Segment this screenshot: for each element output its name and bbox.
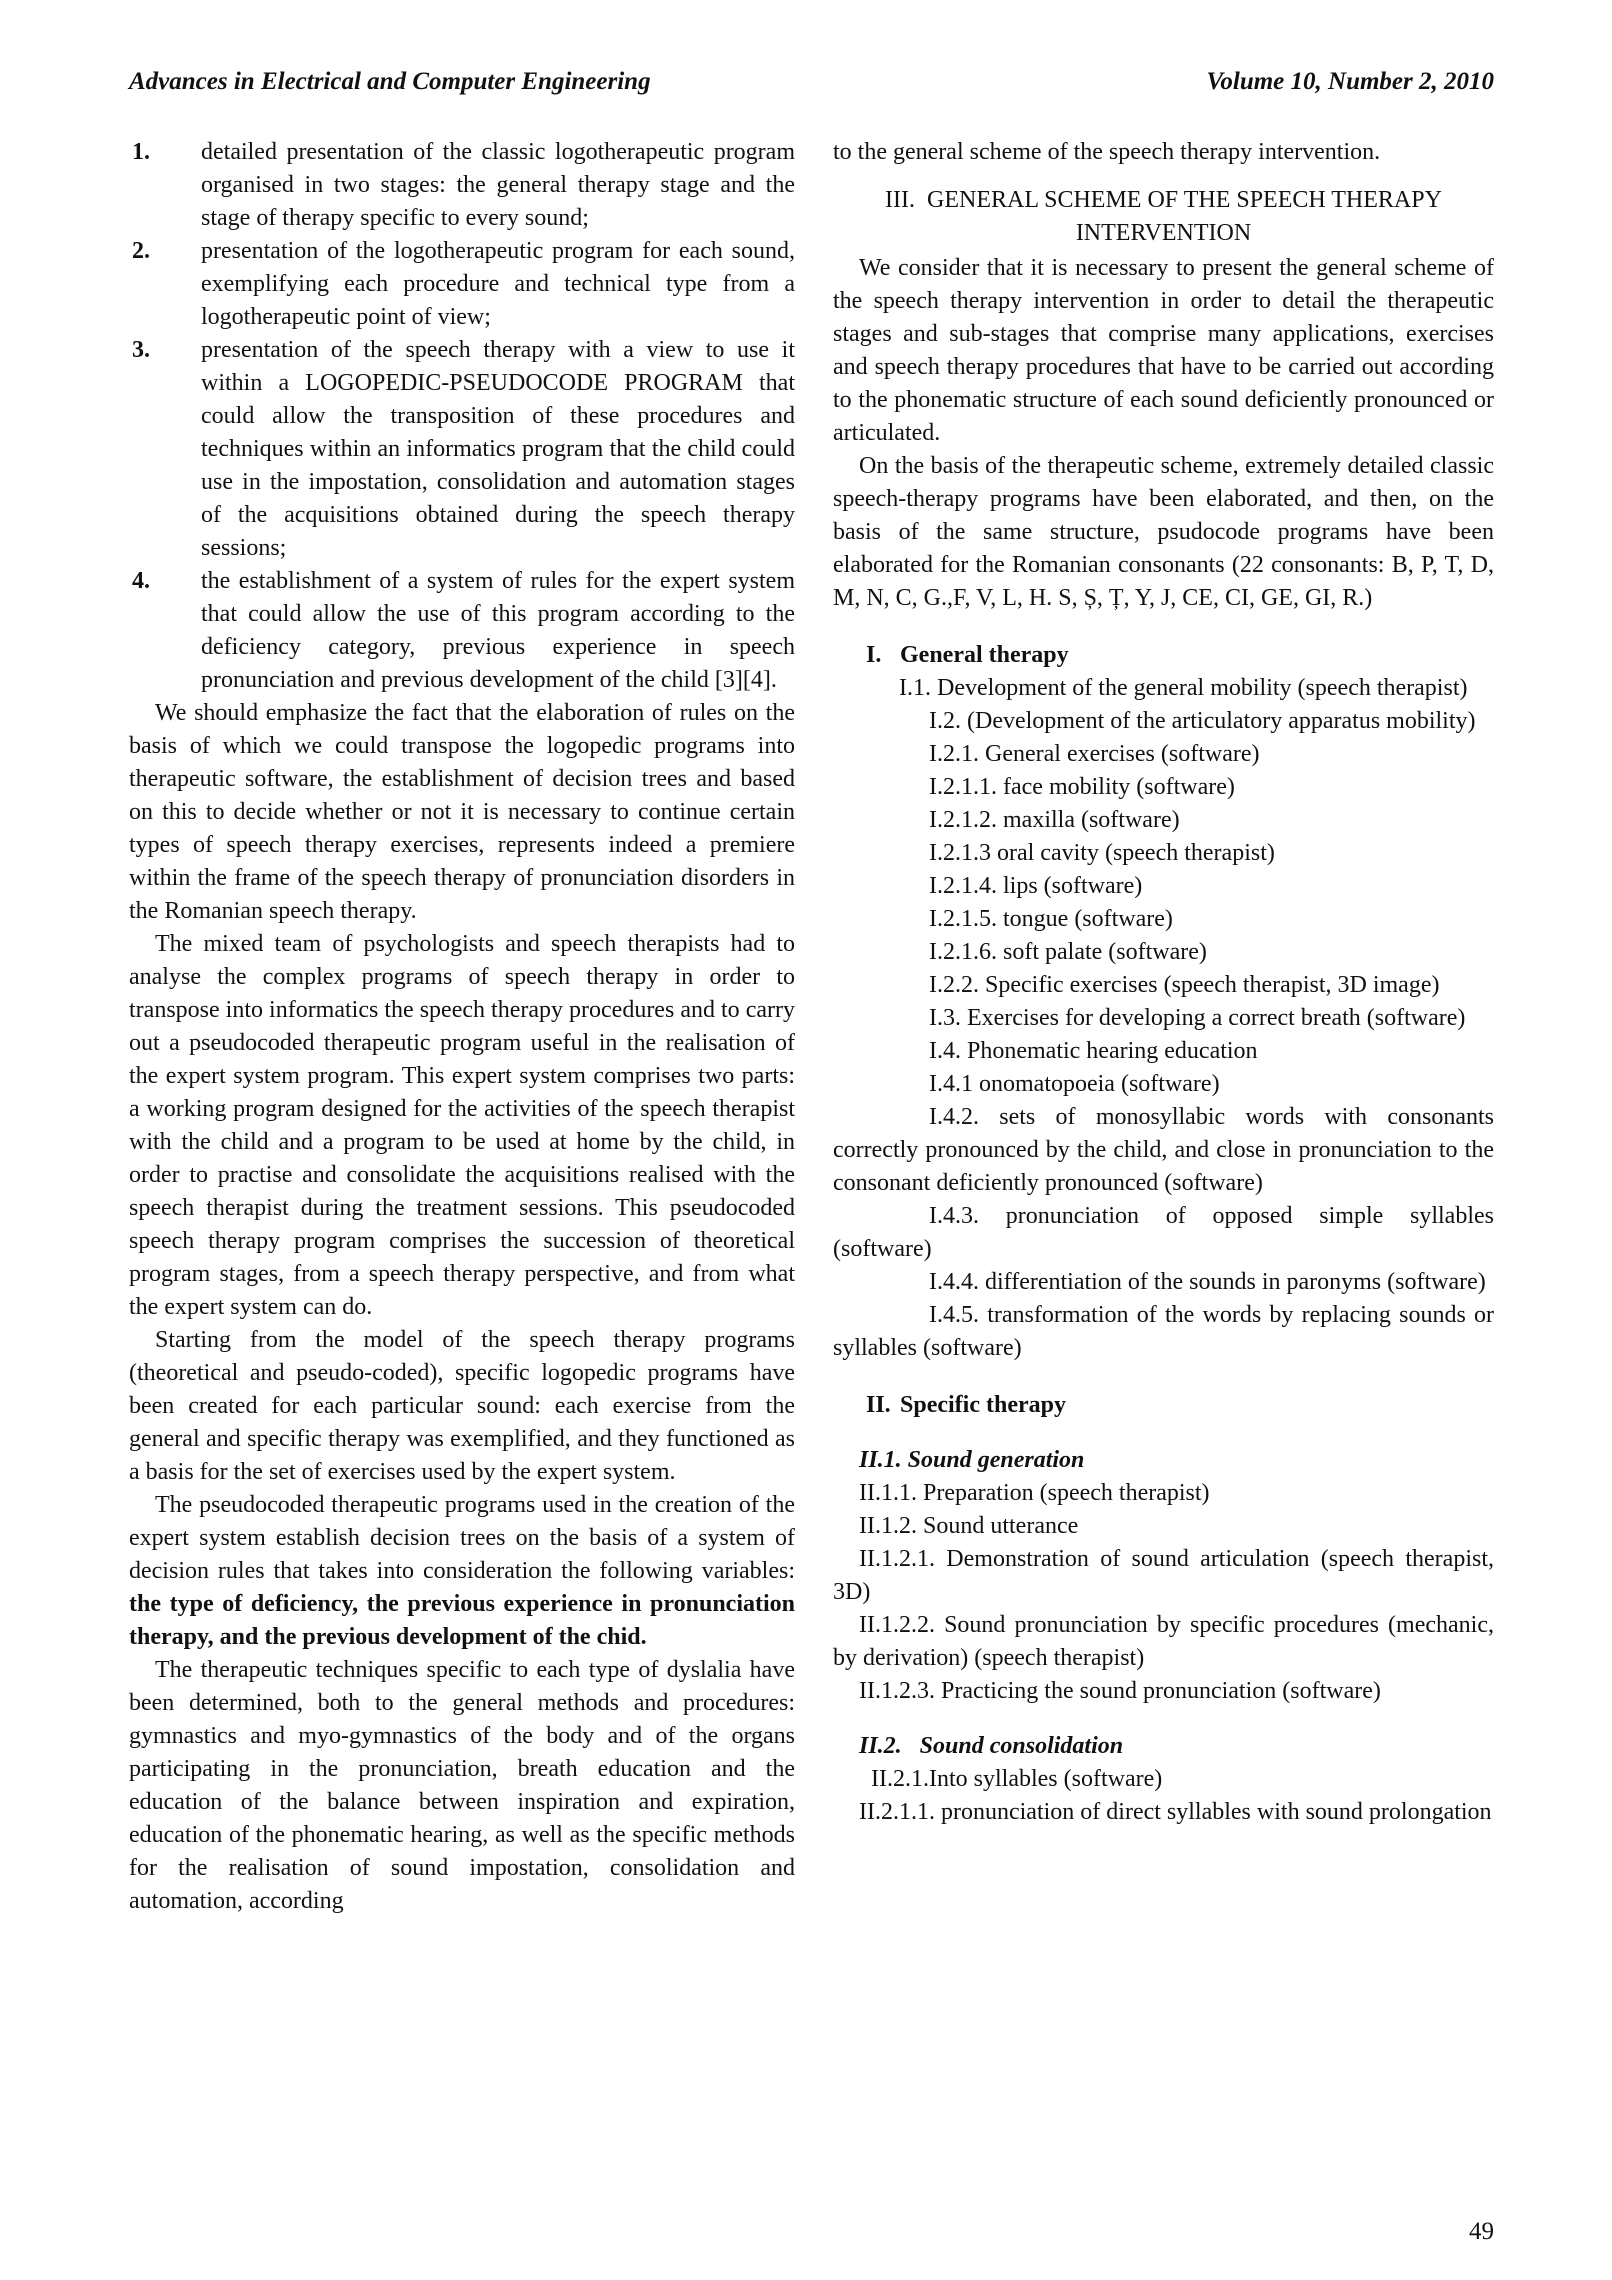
paragraph-continuation: to the general scheme of the speech therapy intervention.: [833, 139, 1381, 165]
subsection-heading-general: [866, 639, 1494, 672]
paragraph: On the basis of the therapeutic scheme, extremely detailed classic speech-therapy programs have been elaborated, and then, on the basis of the same structure, psudocode programs have been elaborated for the Romanian consonants (22 consonants: B, P, T, D, M, N, C, G.,F, V, L, H. S, Ș, Ț, Y, J, CE, CI, GE, GI, R.): [833, 453, 1494, 611]
outline-item: I.2.1.6. soft palate (software): [929, 939, 1207, 965]
subsection-title: Specific therapy: [900, 1392, 1066, 1418]
paragraph: Starting from the model of the speech therapy programs (theoretical and pseudo-coded), specific logopedic programs have been created for each particular sound: each exercise from the general and specific therapy was exemplified, and they functioned as a basis for the set of exercises used by the expert system.: [129, 1327, 795, 1485]
outline-item: II.1.2.2. Sound pronunciation by specific procedures (mechanic, by derivation) (speech therapist): [833, 1612, 1494, 1671]
outline-item: II.1.2. Sound utterance: [859, 1513, 1079, 1539]
outline-item: I.4. Phonematic hearing education: [929, 1038, 1258, 1064]
outline-item: II.1.2.3. Practicing the sound pronunciation (software): [859, 1678, 1381, 1704]
outline-item: I.4.2. sets of monosyllabic words with consonants correctly pronounced by the child, and close in pronunciation to the consonant deficiently pronounced (software): [833, 1104, 1494, 1196]
list-text: detailed presentation of the classic logotherapeutic program organised in two stages: the general therapy stage and the stage of therapy specific to every sound;: [201, 139, 795, 231]
outline-item: I.3. Exercises for developing a correct breath (software): [929, 1005, 1466, 1031]
outline-item: II.2.1.1. pronunciation of direct syllables with sound prolongation: [859, 1799, 1492, 1825]
subsection-title: General therapy: [900, 642, 1069, 668]
subsection-heading-specific: [866, 1389, 1494, 1422]
outline-item: I.2.1.2. maxilla (software): [929, 807, 1180, 833]
list-text: the establishment of a system of rules for the expert system that could allow the use of this program according to the deficiency category, previous experience in speech pronunciation and previous development of the child [3][4].: [201, 568, 795, 693]
outline-item: I.4.4. differentiation of the sounds in paronyms (software): [929, 1269, 1486, 1295]
paragraph: We consider that it is necessary to present the general scheme of the speech therapy intervention in order to detail the therapeutic stages and sub-stages that comprise many applications, exercises and speech therapy procedures that have to be carried out according to the phonematic structure of each sound deficiently pronounced or articulated.: [833, 255, 1494, 446]
outline-item: I.2.1.4. lips (software): [929, 873, 1143, 899]
outline-item: II.1.2.1. Demonstration of sound articulation (speech therapist, 3D): [833, 1546, 1494, 1605]
list-number: 3.: [132, 337, 150, 363]
outline-item: I.2.1.3 oral cavity (speech therapist): [929, 840, 1275, 866]
paragraph: The therapeutic techniques specific to each type of dyslalia have been determined, both to the general methods and procedures: gymnastics and myo-gymnastics of the body and of the organs participating in the pronunciation, breath education and the education of the balance between inspiration and expiration, education of the phonematic hearing, as well as the specific methods for the realisation of sound impostation, consolidation and automation, according: [129, 1657, 795, 1914]
outline-item: I.2.1.5. tongue (software): [929, 906, 1173, 932]
outline-item: II.1.1. Preparation (speech therapist): [859, 1480, 1210, 1506]
outline-item: I.2.2. Specific exercises (speech therapist, 3D image): [929, 972, 1440, 998]
subsection-number: I.: [866, 642, 882, 668]
outline-item: I.2.1. General exercises (software): [929, 741, 1260, 767]
left-column: [129, 136, 795, 1918]
journal-title: Advances in Electrical and Computer Engineering: [129, 68, 651, 95]
emphasized-variables: the type of deficiency, the previous experience in pronunciation therapy, and the previous development of the chid.: [129, 1591, 795, 1650]
numbered-list: [129, 136, 795, 697]
paragraph: We should emphasize the fact that the elaboration of rules on the basis of which we could transpose the logopedic programs into therapeutic software, the establishment of decision trees and based on this to decide whether or not it is necessary to continue certain types of speech therapy exercises, represents indeed a premiere within the frame of the speech therapy of pronunciation disorders in the Romanian speech therapy.: [129, 700, 795, 924]
list-item: [129, 136, 795, 235]
outline-item: I.4.5. transformation of the words by replacing sounds or syllables (software): [833, 1302, 1494, 1361]
list-number: 4.: [132, 568, 150, 594]
paragraph: [129, 1489, 795, 1654]
outline-group: [833, 1035, 1494, 1101]
outline-item: I.2. (Development of the articulatory apparatus mobility): [929, 708, 1476, 734]
outline-item: I.2.1.1. face mobility (software): [929, 774, 1235, 800]
list-item: [129, 565, 795, 697]
paragraph: The mixed team of psychologists and speech therapists had to analyse the complex programs of speech therapy in order to transpose into informatics the speech therapy procedures and to carry out a pseudocoded therapeutic program useful in the realisation of the expert system program. This expert system comprises two parts: a working program designed for the activities of the speech therapist with the child and a program to be used at home by the child, in order to practise and consolidate the acquisitions realised with the speech therapist during the treatment sessions. This pseudocoded speech therapy program comprises the succession of theoretical program stages, from a speech therapy perspective, and from what the expert system can do.: [129, 931, 795, 1320]
outline-item: I.1. Development of the general mobility (speech therapist): [899, 675, 1468, 701]
page-number: 49: [1469, 2218, 1494, 2245]
volume-info: Volume 10, Number 2, 2010: [1206, 68, 1494, 95]
outline-item: I.4.1 onomatopoeia (software): [929, 1071, 1220, 1097]
sound-generation-heading: II.1. Sound generation: [859, 1447, 1085, 1473]
list-item: [129, 235, 795, 334]
outline-item: I.4.3. pronunciation of opposed simple syllables (software): [833, 1203, 1494, 1262]
outline-item: II.2.1.Into syllables (software): [871, 1766, 1163, 1792]
list-text: presentation of the speech therapy with a view to use it within a LOGOPEDIC-PSEUDOCODE PROGRAM that could allow the transposition of these procedures and techniques within an informatics program that the child could use in the impostation, consolidation and automation stages of the acquisitions obtained during the speech therapy sessions;: [201, 337, 795, 561]
sound-consolidation-heading: II.2. Sound consolidation: [859, 1733, 1124, 1759]
paragraph-text: The pseudocoded therapeutic programs used in the creation of the expert system establish decision trees on the basis of a system of decision rules that takes into consideration the following variables:: [129, 1492, 795, 1584]
list-number: 1.: [132, 139, 150, 165]
list-number: 2.: [132, 238, 150, 264]
list-item: [129, 334, 795, 565]
right-column: [833, 136, 1494, 1829]
list-text: presentation of the logotherapeutic program for each sound, exemplifying each procedure and technical type from a logotherapeutic point of view;: [201, 238, 795, 330]
section-heading: III. GENERAL SCHEME OF THE SPEECH THERAPY INTERVENTION: [885, 187, 1442, 246]
outline-group: [833, 738, 1494, 969]
subsection-number: II.: [866, 1392, 891, 1418]
